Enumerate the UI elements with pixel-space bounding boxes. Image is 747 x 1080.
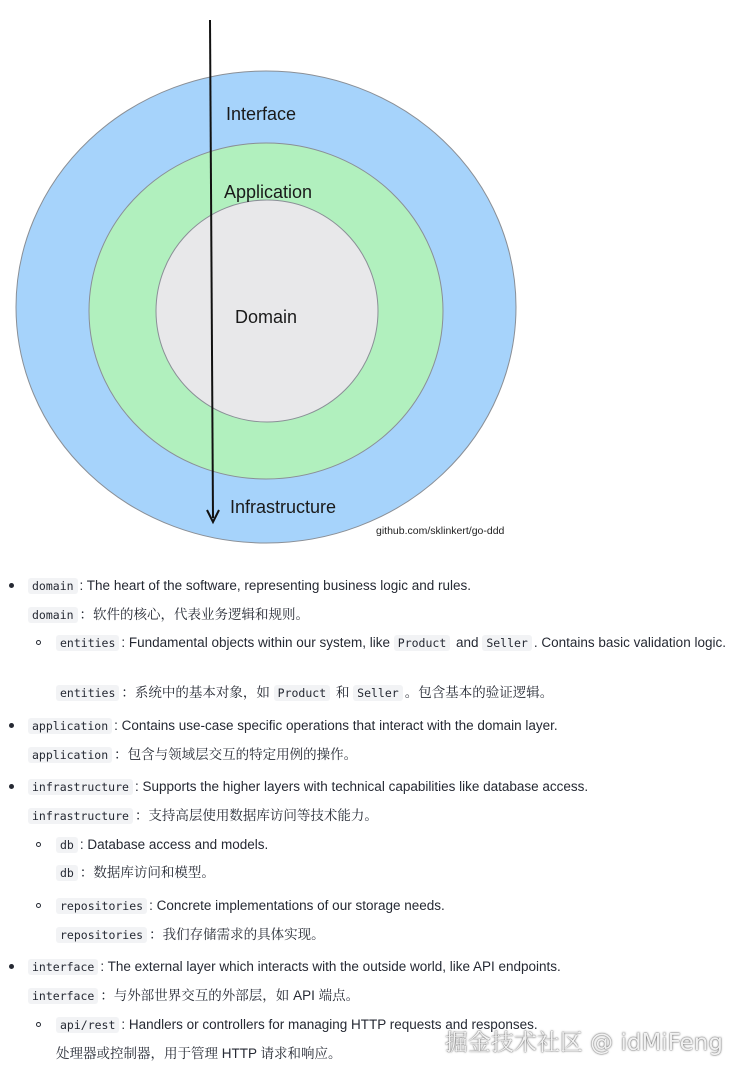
infrastructure-item (28, 777, 588, 797)
entities-desc-en-b: . Contains basic validation logic. (533, 635, 726, 650)
sub-bullet-icon (36, 1022, 41, 1027)
code-domain: domain (28, 578, 78, 594)
db-desc-en: : Database access and models. (79, 837, 269, 852)
code-infrastructure-zh: infrastructure (28, 808, 133, 824)
entities-and-zh: 和 (335, 685, 350, 700)
code-application-zh: application (28, 747, 112, 763)
code-seller-zh: Seller (353, 685, 403, 701)
interface-desc-zh: ：与外部世界交互的外部层，如 API 端点。 (100, 988, 360, 1003)
application-label: Application (224, 182, 313, 202)
code-api-rest: api/rest (56, 1017, 119, 1033)
watermark: 掘金技术社区 @ idMiFeng (444, 1030, 723, 1056)
bullet-icon (9, 784, 14, 789)
entities-desc-zh-b: 。包含基本的验证逻辑。 (404, 685, 554, 700)
api-rest-item-zh (56, 1044, 342, 1064)
bullet-icon (9, 723, 14, 728)
entities-desc-zh-a: ：系统中的基本对象，如 (121, 685, 270, 700)
interface-label: Interface (226, 104, 297, 124)
entities-desc-en-a: : Fundamental objects within our system, like (121, 635, 391, 650)
domain-label: Domain (235, 307, 298, 327)
bullet-icon (9, 964, 14, 969)
interface-item (28, 957, 561, 977)
code-repositories-zh: repositories (56, 927, 147, 943)
code-infrastructure: infrastructure (28, 779, 133, 795)
code-entities: entities (56, 635, 119, 651)
bullet-icon (9, 583, 14, 588)
db-desc-zh: ：数据库访问和模型。 (79, 865, 215, 880)
code-domain-zh: domain (28, 607, 78, 623)
application-desc-zh: ：包含与领域层交互的特定用例的操作。 (114, 747, 358, 762)
infrastructure-desc-en: : Supports the higher layers with technical capabilities like database access. (134, 779, 589, 794)
code-interface-zh: interface (28, 988, 98, 1004)
code-product-zh: Product (274, 685, 330, 701)
code-db-zh: db (56, 865, 78, 881)
infrastructure-desc-zh: ：支持高层使用数据库访问等技术能力。 (134, 808, 378, 823)
code-repositories: repositories (56, 898, 147, 914)
application-item-zh (28, 745, 357, 765)
domain-desc-en: : The heart of the software, representing business logic and rules. (79, 578, 472, 593)
code-application: application (28, 718, 112, 734)
repositories-item-zh (56, 925, 325, 945)
repositories-desc-zh: ：我们存储需求的具体实现。 (149, 927, 325, 942)
code-db: db (56, 837, 78, 853)
repositories-item (56, 896, 445, 916)
sub-bullet-icon (36, 640, 41, 645)
api-rest-desc-en: : Handlers or controllers for managing HTTP requests and responses. (121, 1017, 538, 1032)
entities-item (56, 633, 726, 653)
application-item (28, 716, 558, 736)
infrastructure-label: Infrastructure (230, 497, 337, 517)
domain-item-zh (28, 605, 309, 625)
db-item-zh (56, 863, 215, 883)
entities-item-zh (56, 683, 553, 703)
interface-desc-en: : The external layer which interacts with the outside world, like API endpoints. (100, 959, 561, 974)
interface-item-zh (28, 986, 359, 1006)
repositories-desc-en: : Concrete implementations of our storage needs. (149, 898, 445, 913)
infrastructure-item-zh (28, 806, 378, 826)
sub-bullet-icon (36, 842, 41, 847)
api-rest-desc-zh: 处理器或控制器，用于管理 HTTP 请求和响应。 (56, 1046, 342, 1061)
domain-item (28, 576, 471, 596)
code-interface: interface (28, 959, 98, 975)
source-credit: github.com/sklinkert/go-ddd (376, 525, 505, 537)
entities-and: and (456, 635, 479, 650)
application-desc-en: : Contains use-case specific operations that interact with the domain layer. (114, 718, 558, 733)
code-entities-zh: entities (56, 685, 119, 701)
code-product: Product (394, 635, 450, 651)
db-item (56, 835, 268, 855)
sub-bullet-icon (36, 903, 41, 908)
domain-desc-zh: ：软件的核心，代表业务逻辑和规则。 (79, 607, 310, 622)
code-seller: Seller (482, 635, 532, 651)
